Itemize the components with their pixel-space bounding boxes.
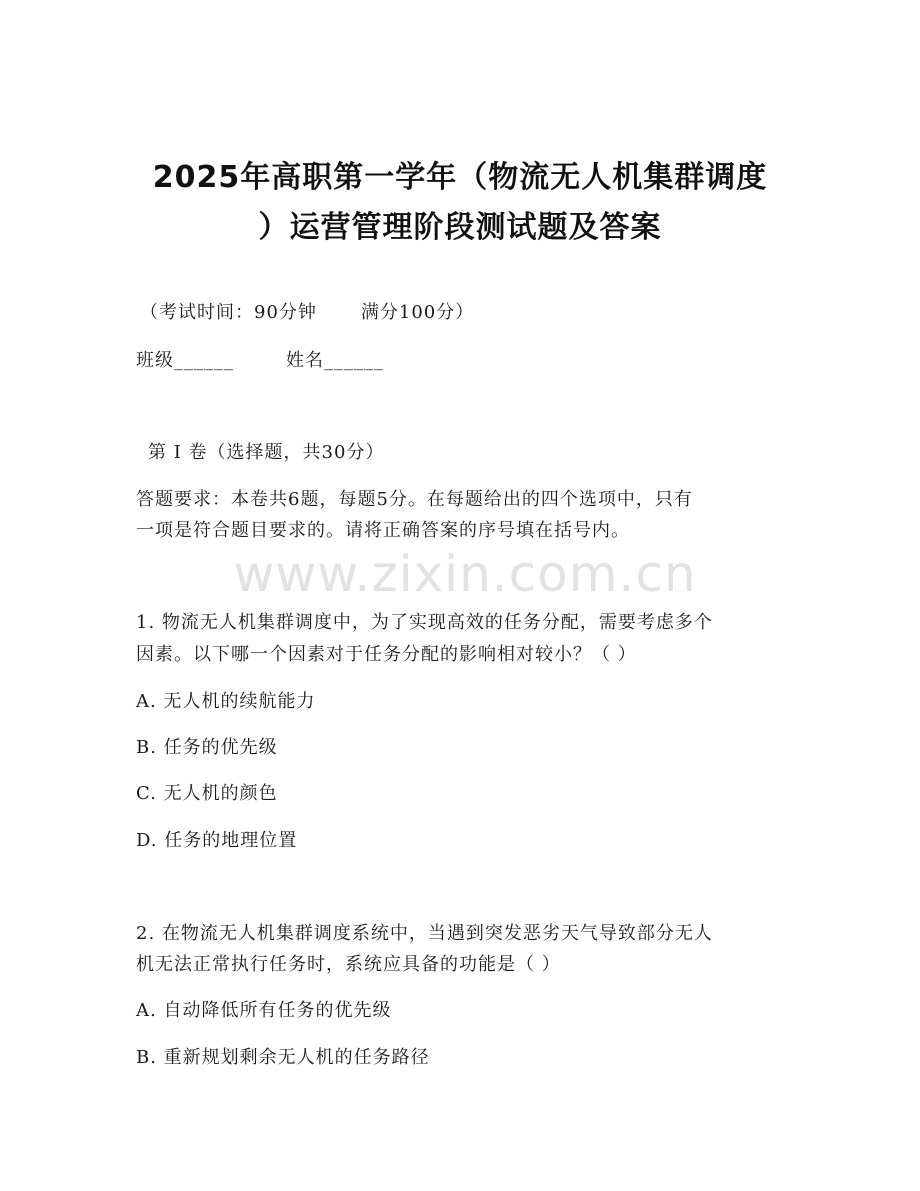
question-stem-line-2: 因素。以下哪一个因素对于任务分配的影响相对较小？（ ）	[136, 644, 637, 665]
class-field: 班级______	[136, 350, 234, 371]
option-a: A. 无人机的续航能力	[136, 691, 316, 712]
question-stem-line-1: 1. 物流无人机集群调度中，为了实现高效的任务分配，需要考虑多个	[136, 612, 713, 633]
question-stem-line-1: 2. 在物流无人机集群调度系统中，当遇到突发恶劣天气导致部分无人	[136, 923, 713, 944]
exam-time: （考试时间：90分钟	[140, 302, 317, 323]
watermark: www.zixin.com.cn	[233, 545, 697, 603]
section-heading: 第 I 卷（选择题，共30分）	[148, 442, 385, 463]
exam-full-score: 满分100分）	[360, 302, 475, 323]
option-d: D. 任务的地理位置	[136, 830, 298, 851]
student-fields	[136, 348, 384, 374]
instructions-line-2: 一项是符合题目要求的。请将正确答案的序号填在括号内。	[136, 520, 630, 541]
option-c: C. 无人机的颜色	[136, 783, 278, 804]
option-a: A. 自动降低所有任务的优先级	[136, 1000, 392, 1021]
question-stem-line-2: 机无法正常执行任务时，系统应具备的功能是（ ）	[136, 954, 561, 975]
option-b: B. 任务的优先级	[136, 737, 278, 758]
name-field: 姓名______	[286, 350, 384, 371]
option-b: B. 重新规划剩余无人机的任务路径	[136, 1047, 430, 1068]
document-title-line-2: ）运营管理阶段测试题及答案	[258, 210, 662, 245]
instructions-line-1: 答题要求：本卷共6题，每题5分。在每题给出的四个选项中，只有	[136, 489, 693, 510]
exam-info	[140, 300, 474, 326]
document-title-line-1: 2025年高职第一学年（物流无人机集群调度	[152, 160, 768, 195]
